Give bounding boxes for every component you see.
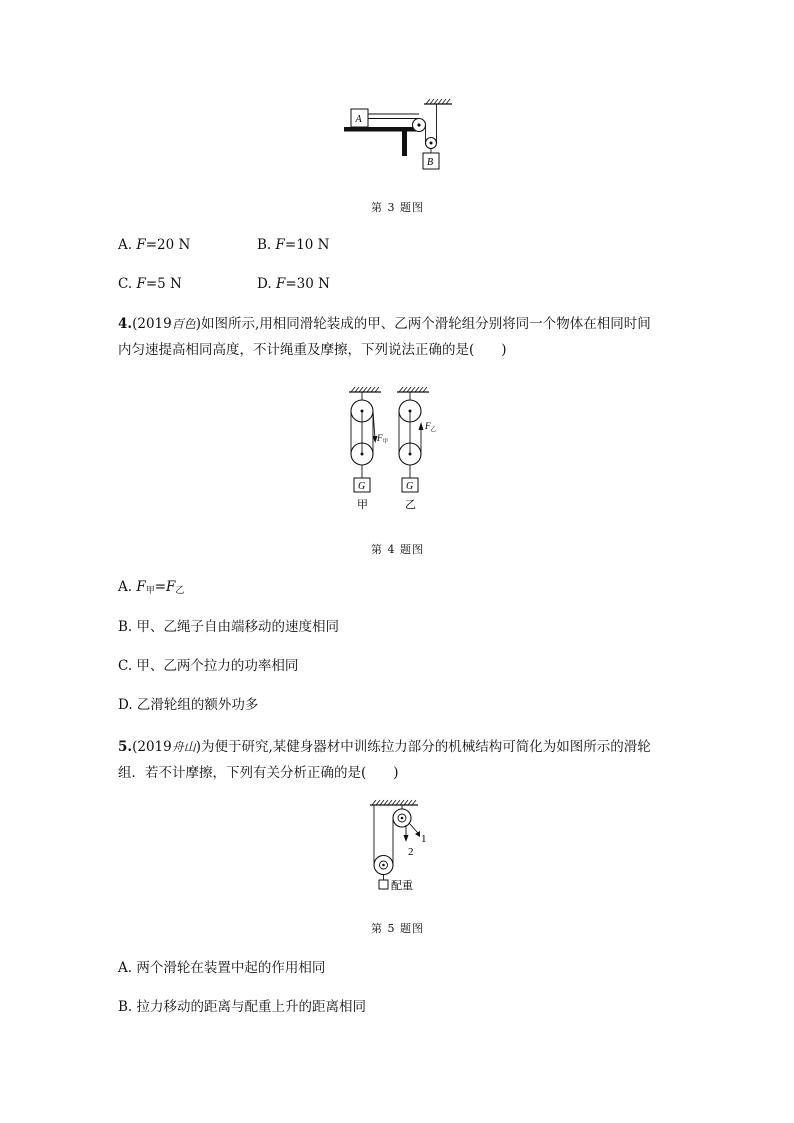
q5-option-a[interactable]: A. 两个滑轮在装置中起的作用相同 [118,960,326,976]
q3-option-b[interactable]: B. F=10 N [257,237,330,253]
q4-option-c[interactable]: C. 甲、乙两个拉力的功率相同 [118,658,299,674]
q3-caption: 第 3 题图 [371,201,424,214]
q3-option-c[interactable]: C. F=5 N [118,276,182,292]
weight-jia-label: G [358,481,366,492]
block-a-label: A [355,114,362,125]
q5-option-b[interactable]: B. 拉力移动的距离与配重上升的距离相同 [118,999,367,1015]
force-jia-label: $F_甲$ [377,433,389,445]
counterweight-label: 配重 [391,880,413,892]
force-yi-label: $F_乙$ [425,421,437,433]
q5-stem-line1: 5.(2019舟山)为便于研究,某健身器材中训练拉力部分的机械结构可简化为如图所示的滑轮 [118,739,651,755]
q3-option-a[interactable]: A. F=20 N [118,237,191,253]
q4-caption: 第 4 题图 [371,543,424,556]
q5-stem-line2: 组．若不计摩擦，下列有关分析正确的是( ) [118,765,399,781]
arrow-2-label: 2 [408,846,414,858]
q3-option-d[interactable]: D. F=30 N [257,276,330,292]
q4-option-b[interactable]: B. 甲、乙绳子自由端移动的速度相同 [118,619,340,635]
q5-number: 5. [118,739,133,755]
q4-option-a[interactable]: A. $F_甲=F_乙$ [118,579,185,596]
q4-option-d[interactable]: D. 乙滑轮组的额外功多 [118,697,259,713]
q5-source: 舟山 [171,740,196,754]
q5-figure [360,797,440,901]
label-yi: 乙 [405,499,416,511]
q4-figure [345,384,445,514]
q5-caption: 第 5 题图 [371,922,424,935]
q4-stem-line2: 内匀速提高相同高度，不计绳重及摩擦，下列说法正确的是( ) [118,342,507,358]
label-jia: 甲 [357,499,368,511]
weight-yi-label: G [406,481,414,492]
arrow-1-label: 1 [421,833,427,845]
q4-source: 百色 [171,317,196,331]
block-b-label: B [427,157,434,168]
q4-stem-line1: 4.(2019百色)如图所示,用相同滑轮装成的甲、乙两个滑轮组分别将同一个物体在相同时间 [118,316,651,332]
q4-number: 4. [118,316,133,332]
q3-figure [340,96,460,174]
